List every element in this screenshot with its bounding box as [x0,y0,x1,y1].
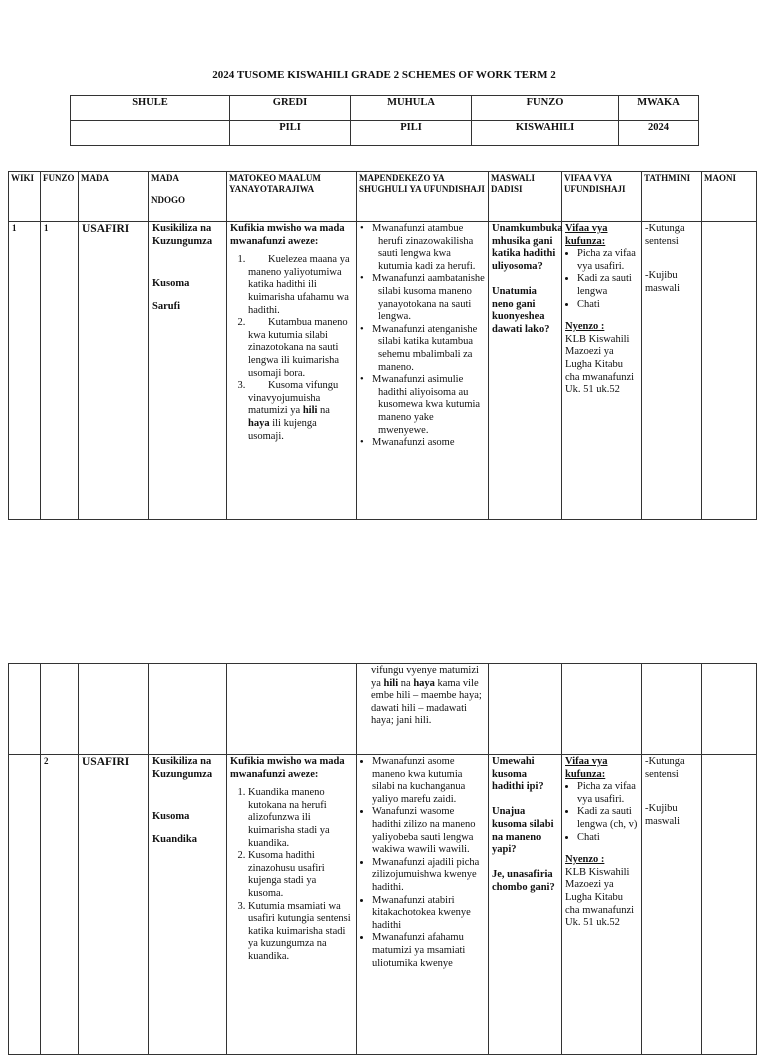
info-header-gredi: GREDI [230,96,351,121]
row1-maoni [702,222,757,520]
info-header-muhula: MUHULA [351,96,472,121]
info-value-mwaka: 2024 [619,121,699,146]
list-item: • Mwanafunzi asome maneno kwa kutumia silabi na kuchanganua yaliyo marefu zaidi. [372,756,485,806]
row1-funzo: 1 [41,222,79,520]
list-item: • Wanafunzi wasome hadithi zilizo na maneno yaliyobeba sauti lengwa wakiwa wawili wawili. [372,806,485,856]
school-info-table [70,95,699,146]
row1-tathmini: -Kutunga sentensi -Kujibu maswali [642,222,702,520]
row1-ndogo: Kusikiliza na Kuzungumza Kusoma Sarufi [149,222,227,520]
row2-tathmini: -Kutunga sentensi -Kujibu maswali [642,755,702,1055]
list-item: • Picha za vifaa vya usafiri. [577,781,638,806]
row1-wiki: 1 [9,222,41,520]
row2-funzo: 2 [41,755,79,1055]
row2-mada: USAFIRI [79,755,149,1055]
info-value-shule [71,121,230,146]
row1-mada: USAFIRI [79,222,149,520]
row1-matokeo: Kufikia mwisho wa mada mwanafunzi aweze: 1. Kuelezea maana ya maneno yaliyotumiwa katika hadithi ili kuimarisha ufahamu wa hadithi. 2. Kutambua maneno kwa kutumia silabi zinazotokana na sauti lengwa ili kuimarisha usomaji bora. 3. Kusoma vifungu vinavyojumuisha matumizi ya hili na haya ili kujenga usomaji. [227,222,357,520]
col-wiki: WIKI [9,172,41,222]
col-mada: MADA [79,172,149,222]
info-value-funzo: KISWAHILI [472,121,619,146]
info-header-funzo: FUNZO [472,96,619,121]
row1-shughuli [357,222,489,520]
col-shughuli: MAPENDEKEZO YA SHUGHULI YA UFUNDISHAJI [357,172,489,222]
list-item: 3. Kutumia msamiati wa usafiri kutungia sentensi katika kuimarisha stadi ya kuzungumza na kuandika. [248,901,353,964]
list-item: • Mwanafunzi atenganishe silabi katika kutambua sehemu mbalimbali za maneno. [366,324,485,374]
list-item: • Chati [577,299,638,312]
col-funzo: FUNZO [41,172,79,222]
list-item: • Mwanafunzi asome [366,437,485,450]
list-item: 2. Kusoma hadithi zinazohusu usafiri kujenga stadi ya kusoma. [248,850,353,900]
list-item: • Picha za vifaa vya usafiri. [577,248,638,273]
scheme-table-page1 [8,171,757,520]
row2-vifaa: Vifaa vya kufunza: • Picha za vifaa vya usafiri. • Kadi za sauti lengwa (ch, v) • Chati Nyenzo : KLB Kiswahili Mazoezi ya Lugha Kitabu cha mwanafunzi Uk. 51 uk.52 [562,755,642,1055]
table-row [9,755,757,1055]
row1-vifaa: Vifaa vya kufunza: • Picha za vifaa vya usafiri. • Kadi za sauti lengwa • Chati Nyenzo : KLB Kiswahili Mazoezi ya Lugha Kitabu cha mwanafunzi Uk. 51 uk.52 [562,222,642,520]
info-header-mwaka: MWAKA [619,96,699,121]
list-item: 2. Kutambua maneno kwa kutumia silabi zinazotokana na sauti lengwa ili kuimarisha usomaji bora. [248,317,353,380]
info-value-muhula: PILI [351,121,472,146]
info-header-shule: SHULE [71,96,230,121]
row2-matokeo: Kufikia mwisho wa mada mwanafunzi aweze: 1. Kuandika maneno kutokana na herufi alizofunzwa ili kuimarisha stadi ya kuandika. 2. Kusoma hadithi zinazohusu usafiri kujenga stadi ya kusoma. 3. Kutumia msamiati wa usafiri kutungia sentensi katika kuimarisha stadi ya kuzungumza na kuandika. [227,755,357,1055]
scheme-table-page2 [8,663,757,1055]
list-item: • Mwanafunzi atambue herufi zinazowakilisha sauti lengwa kwa kutumia kadi za herufi. [366,223,485,273]
info-value-gredi: PILI [230,121,351,146]
cont-shughuli: vifungu vyenye matumizi ya hili na haya kama vile embe hili – maembe haya; dawati hili – madawati haya; jani hili. [357,664,489,755]
row1-maswali: Unamkumbuka mhusika gani katika hadithi uliyosoma? Unatumia neno gani kuonyeshea dawati lako? [489,222,562,520]
row2-maswali: Umewahi kusoma hadithi ipi? Unajua kusoma silabi na maneno yapi? Je, unasafiria chombo gani? [489,755,562,1055]
list-item: 3. Kusoma vifungu vinavyojumuisha matumizi ya hili na haya ili kujenga usomaji. [248,380,353,443]
list-item: 1. Kuelezea maana ya maneno yaliyotumiwa katika hadithi ili kuimarisha ufahamu wa hadithi. [248,254,353,317]
list-item: • Chati [577,832,638,845]
col-tathmini: TATHMINI [642,172,702,222]
col-matokeo: MATOKEO MAALUM YANAYOTARAJIWA [227,172,357,222]
col-maoni: MAONI [702,172,757,222]
col-mada-ndogo: MADA NDOGO [149,172,227,222]
list-item: • Mwanafunzi afahamu matumizi ya msamiati uliotumika kwenye [372,932,485,970]
list-item: 1. Kuandika maneno kutokana na herufi alizofunzwa ili kuimarisha stadi ya kuandika. [248,787,353,850]
row2-maoni [702,755,757,1055]
list-item: • Mwanafunzi ajadili picha zilizojumuishwa kwenye hadithi. [372,857,485,895]
row2-shughuli [357,755,489,1055]
list-item: • Mwanafunzi aambatanishe silabi kusoma maneno yanayotokana na sauti lengwa. [366,273,485,323]
table-row [9,222,757,520]
col-vifaa: VIFAA VYA UFUNDISHAJI [562,172,642,222]
col-maswali: MASWALI DADISI [489,172,562,222]
page-title: 2024 TUSOME KISWAHILI GRADE 2 SCHEMES OF WORK TERM 2 [212,69,556,81]
table-row [9,664,757,755]
list-item: • Mwanafunzi asimulie hadithi aliyoisoma au kusomewa kwa kutumia maneno yake mwenyewe. [366,374,485,437]
list-item: • Kadi za sauti lengwa (ch, v) [577,806,638,831]
row2-ndogo: Kusikiliza na Kuzungumza Kusoma Kuandika [149,755,227,1055]
list-item: • Kadi za sauti lengwa [577,273,638,298]
list-item: • Mwanafunzi atabiri kitakachotokea kwenye hadithi [372,895,485,933]
